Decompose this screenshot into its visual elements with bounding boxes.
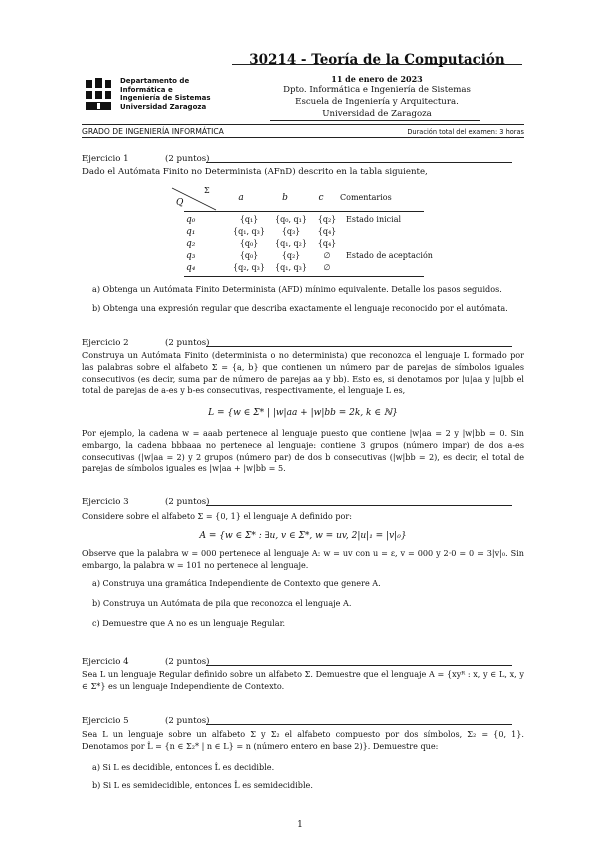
table-rule xyxy=(184,211,424,212)
cell: {q₀} xyxy=(239,239,259,248)
header-bottom-rule xyxy=(270,120,480,121)
exam-date: 11 de enero de 2023 xyxy=(331,74,423,84)
transition-table xyxy=(186,214,446,274)
table-rule xyxy=(184,276,424,277)
cell: {q₁, q₃} xyxy=(275,263,307,272)
table-row xyxy=(186,262,446,274)
rule xyxy=(82,137,524,138)
state-cell: q₄ xyxy=(186,263,196,273)
ex2-formula: L = {w ∈ Σ* | |w|aa + |w|bb = 2k, k ∈ ℕ} xyxy=(208,408,398,418)
ex5-text: Sea L un lenguaje sobre un alfabeto Σ y Σ₂ el alfabeto compuesto por dos símbolos, Σ₂ = {0, 1}. Denotamos por L̂ = {n ∈ Σ₂* | n ∈ L} = n (número entero en base 2)}. Demuestre que: xyxy=(82,729,524,751)
comment-cell xyxy=(342,262,446,274)
answer-rule xyxy=(206,724,512,725)
logo-line: Universidad Zaragoza xyxy=(120,102,207,111)
cell: {q₄} xyxy=(317,227,337,236)
answer-rule xyxy=(206,665,512,666)
cell: {q₀, q₁} xyxy=(275,215,307,224)
state-cell: q₀ xyxy=(186,215,196,225)
state-cell: q₁ xyxy=(186,227,196,237)
ex3-intro: Considere sobre el alfabeto Σ = {0, 1} el lenguaje A definido por: xyxy=(82,511,352,521)
answer-rule xyxy=(206,346,512,347)
ex5-points: (2 puntos) xyxy=(165,716,210,726)
state-cell: q₂ xyxy=(186,239,196,249)
cell: {q₁, q₃} xyxy=(233,227,265,236)
cell: {q₃} xyxy=(281,227,301,236)
ex2-points: (2 puntos) xyxy=(165,338,210,348)
rule xyxy=(82,124,524,125)
cell: {q₀} xyxy=(239,251,259,260)
ex3-item-a: a) Construya una gramática Independiente de Contexto que genere A. xyxy=(92,578,381,588)
cell: {q₄} xyxy=(317,239,337,248)
ex3-title: Ejercicio 3 xyxy=(82,497,129,507)
comment-cell xyxy=(342,226,446,238)
ex4-points: (2 puntos) xyxy=(165,657,210,667)
state-cell: q₃ xyxy=(186,251,196,261)
table-row xyxy=(186,238,446,250)
university-logo-icon xyxy=(84,76,114,114)
cell: {q₂} xyxy=(281,251,301,260)
col-header: Comentarios xyxy=(340,193,392,202)
department-name: Dpto. Informática e Ingeniería de Sistemas xyxy=(283,85,471,95)
ex3-points: (2 puntos) xyxy=(165,497,210,507)
answer-rule xyxy=(206,505,512,506)
ex4-title: Ejercicio 4 xyxy=(82,657,129,667)
col-header: a xyxy=(238,193,244,203)
logo-line: Informática e xyxy=(120,85,173,94)
university-name: Universidad de Zaragoza xyxy=(322,109,432,119)
cell: {q₂, q₃} xyxy=(233,263,265,272)
col-header: c xyxy=(318,193,324,203)
ex4-text: Sea L un lenguaje Regular definido sobre un alfabeto Σ. Demuestre que el lenguaje A = {xyᴿ : x, y ∈ L, x, y ∈ Σ*} es un lenguaje Independiente de Contexto. xyxy=(82,669,524,691)
cell: ∅ xyxy=(323,263,331,272)
cell: {q₂} xyxy=(317,215,337,224)
answer-rule xyxy=(206,162,512,163)
comment-cell: Estado inicial xyxy=(346,215,402,224)
ex3-paragraph-2: Observe que la palabra w = 000 pertenece al lenguaje A: w = uv con u = ε, v = 000 y 2·0 = 0 = 3|v|₀. Sin embargo, la palabra w = 101 no pertenece al lenguaje. xyxy=(82,548,524,570)
course-title: 30214 - Teoría de la Computación xyxy=(249,52,505,68)
col-header: b xyxy=(282,193,288,203)
q-label: Q xyxy=(176,198,184,208)
ex3-formula: A = {w ∈ Σ* : ∃u, v ∈ Σ*, w = uv, 2|u|₁ = |v|₀} xyxy=(199,531,407,541)
degree-name: GRADO DE INGENIERÍA INFORMÁTICA xyxy=(82,127,224,136)
department-logo-text xyxy=(120,77,230,111)
ex1-intro: Dado el Autómata Finito no Determinista (AFnD) descrito en la tabla siguiente, xyxy=(82,167,428,177)
sigma-label: Σ xyxy=(204,186,210,195)
ex3-item-b: b) Construya un Autómata de pila que reconozca el lenguaje A. xyxy=(92,598,352,608)
comment-cell: Estado de aceptación xyxy=(346,251,433,260)
comment-cell xyxy=(342,238,446,250)
ex2-paragraph-2: Por ejemplo, la cadena w = aaab pertenece al lenguaje puesto que contiene |w|aa = 2 y |w|bb = 0. Sin embargo, la cadena bbbaaa no pertenece al lenguaje: contiene 3 grupos (número impar) de dos a-es consecutivas (|w|aa = 2) y 2 grupos (número par) de dos b consecutivas (|w|bb = 2), es decir, el total de parejas de símbolos iguales es |w|aa + |w|bb = 5. xyxy=(82,428,524,474)
ex1-item-b: b) Obtenga una expresión regular que describa exactamente el lenguaje reconocido por el autómata. xyxy=(92,303,508,313)
cell: ∅ xyxy=(323,251,331,260)
logo-line: Ingeniería de Sistemas xyxy=(120,94,211,102)
page-number: 1 xyxy=(297,820,303,830)
school-name: Escuela de Ingeniería y Arquitectura. xyxy=(295,97,459,107)
ex1-title: Ejercicio 1 xyxy=(82,154,129,164)
cell: {q₁} xyxy=(239,215,259,224)
cell: {q₁, q₂} xyxy=(275,239,307,248)
ex2-paragraph-1: Construya un Autómata Finito (determinista o no determinista) que reconozca el lenguaje L formado por las palabras sobre el alfabeto Σ = {a, b} que contienen un número par de parejas de símbolos iguales consecutivos (es decir, suma par de número de parejas aa y bb). Esto es, si denotamos por |u|aa y |u|bb el total de parejas de a-es y b-es consecutivas, respectivamente, el lenguaje L es, xyxy=(82,350,524,396)
ex1-points: (2 puntos) xyxy=(165,154,210,164)
ex1-item-a: a) Obtenga un Autómata Finito Determinista (AFD) mínimo equivalente. Detalle los pasos seguidos. xyxy=(92,284,502,294)
table-row xyxy=(186,250,446,262)
ex5-item-a: a) Si L es decidible, entonces L̂ es decidible. xyxy=(92,762,275,772)
ex3-item-c: c) Demuestre que A no es un lenguaje Regular. xyxy=(92,618,286,628)
table-row xyxy=(186,214,446,226)
ex2-title: Ejercicio 2 xyxy=(82,338,129,348)
ex5-item-b: b) Si L es semidecidible, entonces L̂ es semidecidible. xyxy=(92,780,313,790)
exam-duration: Duración total del examen: 3 horas xyxy=(407,128,524,136)
logo-line: Departamento de xyxy=(120,77,190,85)
ex5-title: Ejercicio 5 xyxy=(82,716,129,726)
table-row xyxy=(186,226,446,238)
